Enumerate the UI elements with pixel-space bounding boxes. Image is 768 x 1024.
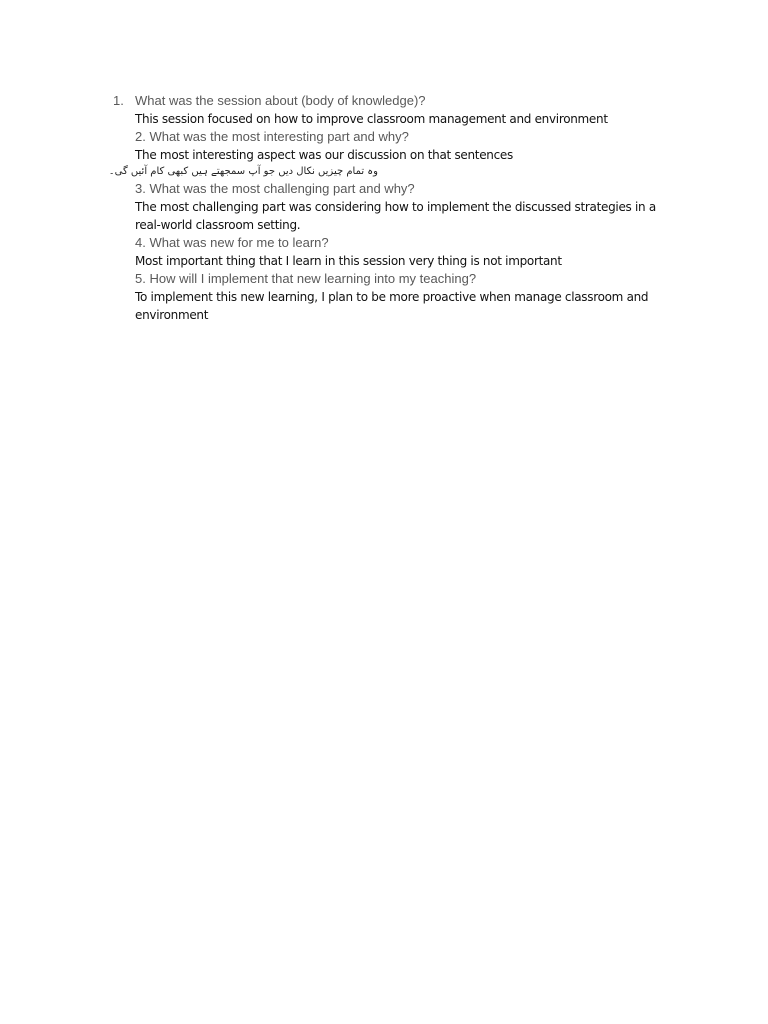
answer-2: The most interesting aspect was our discussion on that sentences: [135, 148, 513, 162]
answer-4: Most important thing that I learn in this session very thing is not important: [135, 254, 562, 268]
answer-2-urdu: وہ تمام چیزیں نکال دیں جو آپ سمجھتے ہیں کبھی کام آئیں گی۔: [108, 166, 378, 177]
list-number: 1.: [113, 93, 124, 108]
question-2: 2. What was the most interesting part and why?: [135, 129, 409, 144]
question-text: What was the session about (body of knowledge)?: [135, 93, 426, 108]
question-3: 3. What was the most challenging part and why?: [135, 181, 415, 196]
question-4: 4. What was new for me to learn?: [135, 235, 329, 250]
document-body: [108, 92, 675, 324]
question-5: 5. How will I implement that new learning into my teaching?: [135, 271, 477, 286]
answer-1: This session focused on how to improve classroom management and environment: [135, 112, 608, 126]
answer-3: The most challenging part was considering how to implement the discussed strategies in a real-world classroom setting.: [135, 200, 656, 232]
question-1: [113, 92, 675, 110]
answer-5: To implement this new learning, I plan to be more proactive when manage classroom and environment: [135, 290, 649, 322]
